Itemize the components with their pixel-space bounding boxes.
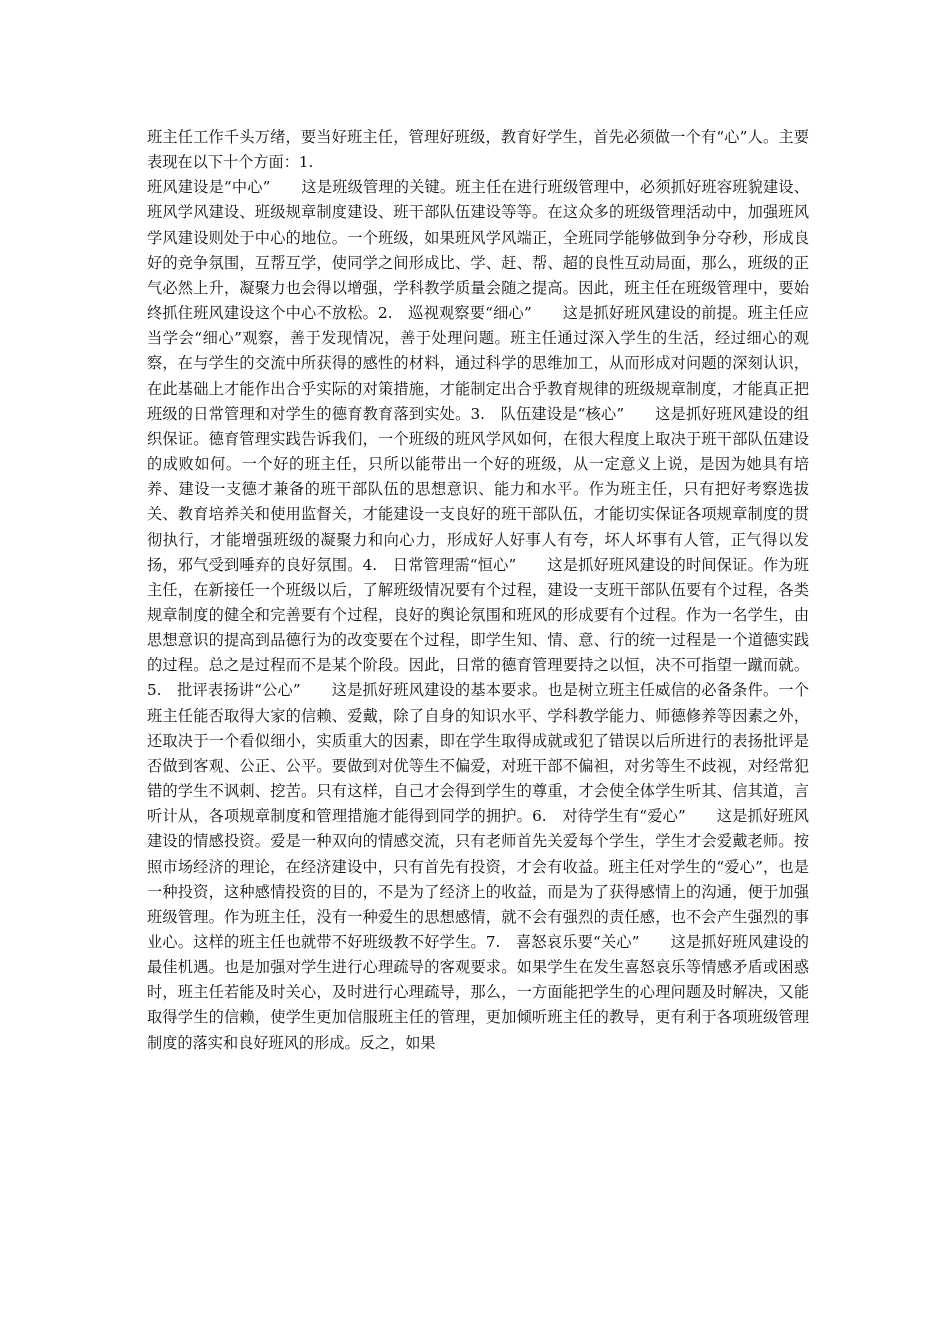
body-paragraph: 班风建设是“中心” 这是班级管理的关键。班主任在进行班级管理中，必须抓好班容班貌建设、班风学风建设、班级规章制度建设、班干部队伍建设等等。在这众多的班级管理活动中，加强班风学风建设则处于中心的地位。一个班级，如果班风学风端正，全班同学能够做到争分夺秒，形成良好的竞争氛围，互帮互学，使同学之间形成比、学、赶、帮、超的良性互动局面，那么，班级的正气必然上升，凝聚力也会得以增强，学科教学质量会随之提高。因此，班主任在班级管理中，要始终抓住班风建设这个中心不放松。2. 巡视观察要“细心” 这是抓好班风建设的前提。班主任应当学会“细心”观察，善于发现情况，善于处理问题。班主任通过深入学生的生活，经过细心的观察，在与学生的交流中所获得的感性的材料，通过科学的思维加工，从而形成对问题的深刻认识，在此基础上才能作出合乎实际的对策措施，才能制定出合乎教育规律的班级规章制度，才能真正把班级的日常管理和对学生的德育教育落到实处。3. 队伍建设是“核心” 这是抓好班风建设的组织保证。德育管理实践告诉我们，一个班级的班风学风如何，在很大程度上取决于班干部队伍建设的成败如何。一个好的班主任，只所以能带出一个好的班级，从一定意义上说，是因为她具有培养、建设一支德才兼备的班干部队伍的思想意识、能力和水平。作为班主任，只有把好考察选拔关、教育培养关和使用监督关，才能建设一支良好的班干部队伍，才能切实保证各项规章制度的贯彻执行，才能增强班级的凝聚力和向心力，形成好人好事人有夸，坏人坏事有人管，正气得以发扬，邪气受到唾弃的良好氛围。4. 日常管理需“恒心” 这是抓好班风建设的时间保证。作为班主任，在新接任一个班级以后，了解班级情况要有个过程，建设一支班干部队伍要有个过程，各类规章制度的健全和完善要有个过程，良好的舆论氛围和班风的形成要有个过程。作为一名学生，由思想意识的提高到品德行为的改变要在个过程，即学生知、情、意、行的统一过程是一个道德实践的过程。总之是过程而不是某个阶段。因此，日常的德育管理要持之以恒，决不可指望一蹴而就。5. 批评表扬讲“公心” 这是抓好班风建设的基本要求。也是树立班主任威信的必备条件。一个班主任能否取得大家的信赖、爱戴，除了自身的知识水平、学科教学能力、师德修养等因素之外，还取决于一个看似细小，实质重大的因素，即在学生取得成就或犯了错误以后所进行的表扬批评是否做到客观、公正、公平。要做到对优等生不偏爱，对班干部不偏袒，对劣等生不歧视，对经常犯错的学生不讽刺、挖苦。只有这样，自己才会得到学生的尊重，才会使全体学生听其、信其道，言听计从，各项规章制度和管理措施才能得到同学的拥护。6. 对待学生有“爱心” 这是抓好班风建设的情感投资。爱是一种双向的情感交流，只有老师首先关爱每个学生，学生才会爱戴老师。按照市场经济的理论，在经济建设中，只有首先有投资，才会有收益。班主任对学生的“爱心”，也是一种投资，这种感情投资的目的，不是为了经济上的收益，而是为了获得感情上的沟通，便于加强班级管理。作为班主任，没有一种爱生的思想感情，就不会有强烈的责任感，也不会产生强烈的事业心。这样的班主任也就带不好班级教不好学生。7. 喜怒哀乐要“关心” 这是抓好班风建设的最佳机遇。也是加强对学生进行心理疏导的客观要求。如果学生在发生喜怒哀乐等情感矛盾或困惑时，班主任若能及时关心，及时进行心理疏导，那么，一方面能把学生的心理问题及时解决，又能取得学生的信赖，使学生更加信服班主任的管理，更加倾听班主任的教导，更有利于各项班级管理制度的落实和良好班风的形成。反之，如果 <box>147 178 809 1052</box>
intro-paragraph: 班主任工作千头万绪，要当好班主任，管理好班级，教育好学生，首先必须做一个有“心”人。主要表现在以下十个方面：1. <box>147 128 809 172</box>
document-page <box>147 125 809 1056</box>
